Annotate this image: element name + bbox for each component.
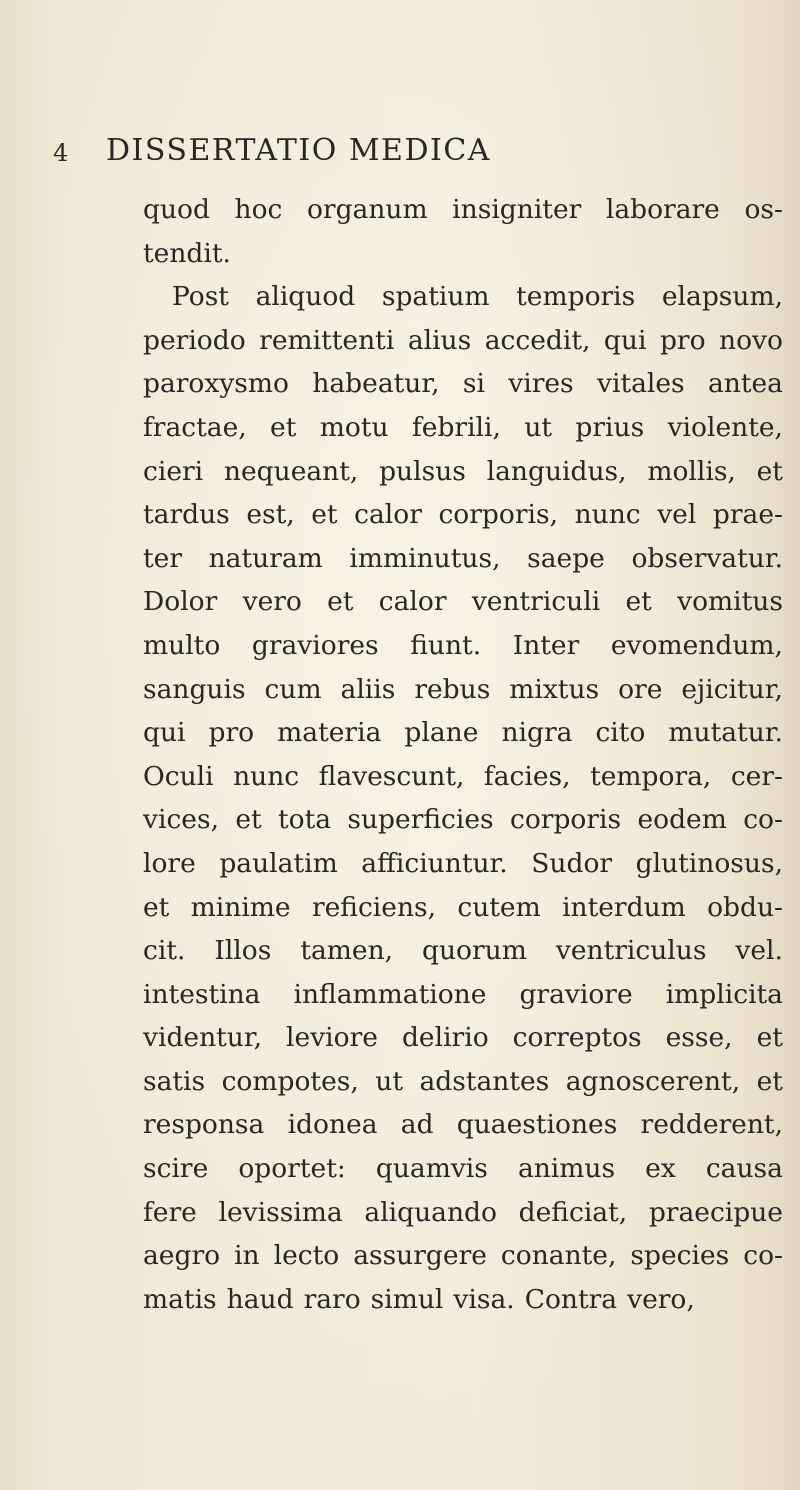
word: elapsum, <box>661 281 783 313</box>
text-line <box>143 668 783 712</box>
word: intestina <box>143 978 261 1010</box>
word: ter <box>143 542 182 574</box>
word: Oculi <box>143 760 214 792</box>
word: lecto <box>273 1240 340 1272</box>
word: pro <box>659 324 706 356</box>
word: species <box>630 1240 730 1272</box>
word: quaestiones <box>456 1109 618 1141</box>
text-line <box>143 537 783 581</box>
word: vel. <box>735 935 783 967</box>
word: habeatur, <box>312 368 440 400</box>
word: calor <box>354 499 422 531</box>
word: laborare <box>605 194 720 225</box>
word: languidus, <box>486 455 627 487</box>
word: flavescunt, <box>318 760 465 792</box>
word: est, <box>246 499 295 531</box>
word: simul <box>370 1283 444 1315</box>
word: remittenti <box>259 324 395 356</box>
text-line <box>143 1103 783 1147</box>
word: naturam <box>208 542 323 574</box>
word: febrili, <box>411 411 501 443</box>
word: ejicitur, <box>681 673 783 705</box>
word: correptos <box>512 1022 642 1054</box>
word: organum <box>306 194 428 225</box>
word: vero <box>242 586 302 618</box>
word: reficiens, <box>311 891 437 923</box>
word: et <box>235 804 262 836</box>
word: nunc <box>233 760 300 792</box>
text-line <box>143 450 783 494</box>
word: cit. <box>143 935 186 967</box>
text-line <box>143 929 783 973</box>
text-line <box>143 1147 783 1191</box>
word: et <box>625 586 652 618</box>
word: satis <box>143 1065 206 1097</box>
text-line <box>143 842 783 886</box>
word: ad <box>400 1109 434 1141</box>
word: minime <box>190 891 291 923</box>
word: tamen, <box>300 935 394 967</box>
text-line <box>143 493 783 537</box>
word: oportet: <box>238 1153 346 1185</box>
word: inflammatione <box>293 978 487 1010</box>
word: evomendum, <box>610 629 783 661</box>
word: saepe <box>527 542 605 574</box>
word: Sudor <box>531 847 613 879</box>
word: afficiuntur. <box>361 847 508 879</box>
word: cito <box>595 717 646 749</box>
text-line <box>143 580 783 624</box>
word: assurgere <box>353 1240 487 1272</box>
text-line <box>143 232 783 276</box>
word: deficiat, <box>518 1196 628 1228</box>
word: vero, <box>627 1283 695 1315</box>
word: levissima <box>218 1196 343 1228</box>
word: cum <box>264 673 322 705</box>
word: prae- <box>712 499 783 531</box>
word: vitales <box>597 368 685 400</box>
word: pro <box>208 717 255 749</box>
word: Contra <box>524 1283 618 1315</box>
word: in <box>234 1240 260 1272</box>
word: vices, <box>143 804 219 836</box>
word: vel <box>657 499 697 531</box>
word: periodo <box>143 324 246 356</box>
word: facies, <box>483 760 571 792</box>
word: esse, <box>665 1022 733 1054</box>
word: qui <box>143 717 186 749</box>
word: cer- <box>730 760 783 792</box>
word: haud <box>226 1283 294 1315</box>
word: aliquando <box>364 1196 497 1228</box>
word: ut <box>375 1065 403 1097</box>
word: corporis, <box>438 499 559 531</box>
word: superficies <box>347 804 494 836</box>
word: causa <box>705 1153 783 1185</box>
word: fere <box>143 1196 197 1228</box>
word: et <box>327 586 354 618</box>
word: ventriculus <box>555 935 707 967</box>
word: agnoscerent, <box>565 1065 741 1097</box>
word: adstantes <box>419 1065 550 1097</box>
word: et <box>143 891 170 923</box>
word: ore <box>618 673 663 705</box>
word: interdum <box>562 891 686 923</box>
word: co- <box>743 804 783 836</box>
word: et <box>311 499 338 531</box>
text-line <box>143 275 783 319</box>
word: pulsus <box>379 455 466 487</box>
text-line <box>143 1016 783 1060</box>
word: alius <box>407 324 472 356</box>
word: rebus <box>414 673 491 705</box>
word: tendit. <box>143 237 231 269</box>
word: vires <box>508 368 574 400</box>
text-line <box>143 973 783 1017</box>
word: aegro <box>143 1240 221 1272</box>
word: lore <box>143 847 196 879</box>
word: mixtus <box>509 673 600 705</box>
page-number: 4 <box>53 139 69 167</box>
word: graviores <box>251 629 379 661</box>
word: leviore <box>286 1022 378 1054</box>
word: redderent, <box>640 1109 783 1141</box>
word: delirio <box>401 1022 489 1054</box>
word: nigra <box>501 717 573 749</box>
word: nequeant, <box>223 455 359 487</box>
word: raro <box>303 1283 361 1315</box>
word: fractae, <box>143 411 247 443</box>
word: graviore <box>519 978 633 1010</box>
word: si <box>462 368 485 400</box>
word: quorum <box>422 935 527 967</box>
word: sanguis <box>143 673 246 705</box>
word: tota <box>278 804 332 836</box>
word: Post <box>172 281 229 313</box>
word: compotes, <box>221 1065 359 1097</box>
word: ut <box>524 411 553 443</box>
word: hoc <box>234 194 283 225</box>
word: quod <box>143 194 210 225</box>
word: calor <box>378 586 447 618</box>
word: et <box>270 411 297 443</box>
word: videntur, <box>143 1022 263 1054</box>
word: accedit, <box>484 324 591 356</box>
word: visa. <box>453 1283 515 1315</box>
word: plane <box>404 717 479 749</box>
word: obdu- <box>707 891 783 923</box>
word: aliis <box>340 673 396 705</box>
text-line <box>143 711 783 755</box>
text-line <box>143 188 783 232</box>
word: et <box>756 455 783 487</box>
running-head: DISSERTATIO MEDICA <box>106 133 491 168</box>
text-line <box>143 319 783 363</box>
word: corporis <box>509 804 622 836</box>
word: materia <box>277 717 382 749</box>
word: aliquod <box>255 281 356 313</box>
text-line <box>143 362 783 406</box>
body-text <box>143 188 783 1321</box>
text-line <box>143 886 783 930</box>
word: responsa <box>143 1109 265 1141</box>
word: os- <box>744 194 783 225</box>
word: ventriculi <box>471 586 601 618</box>
word: insigniter <box>452 194 582 225</box>
word: prius <box>575 411 645 443</box>
word: mutatur. <box>668 717 783 749</box>
word: praecipue <box>648 1196 783 1228</box>
word: paroxysmo <box>143 368 289 400</box>
word: paulatim <box>219 847 338 879</box>
word: observatur. <box>631 542 783 574</box>
word: fiunt. <box>410 629 482 661</box>
word: multo <box>143 629 221 661</box>
text-line <box>143 755 783 799</box>
word: matis <box>143 1283 217 1315</box>
text-line <box>143 624 783 668</box>
word: quamvis <box>375 1153 488 1185</box>
word: tempora, <box>590 760 712 792</box>
word: Inter <box>512 629 580 661</box>
text-line <box>143 1060 783 1104</box>
word: conante, <box>500 1240 617 1272</box>
word: idonea <box>287 1109 378 1141</box>
word: scire <box>143 1153 209 1185</box>
text-line <box>143 406 783 450</box>
word: glutinosus, <box>635 847 783 879</box>
word: temporis <box>516 281 636 313</box>
word: spatium <box>381 281 490 313</box>
word: ex <box>645 1153 676 1185</box>
word: antea <box>707 368 783 400</box>
text-line <box>143 1278 783 1322</box>
word: Illos <box>214 935 272 967</box>
word: eodem <box>637 804 727 836</box>
word: animus <box>517 1153 616 1185</box>
text-line <box>143 798 783 842</box>
word: cutem <box>457 891 541 923</box>
word: cieri <box>143 455 204 487</box>
word: vomitus <box>677 586 783 618</box>
word: violente, <box>667 411 783 443</box>
word: nunc <box>574 499 641 531</box>
word: motu <box>319 411 389 443</box>
text-line <box>143 1234 783 1278</box>
word: et <box>756 1065 783 1097</box>
word: implicita <box>665 978 783 1010</box>
word: novo <box>719 324 783 356</box>
text-line <box>143 1191 783 1235</box>
word: imminutus, <box>349 542 501 574</box>
word: Dolor <box>143 586 218 618</box>
word: co- <box>743 1240 783 1272</box>
word: et <box>756 1022 783 1054</box>
word: qui <box>603 324 647 356</box>
word: tardus <box>143 499 230 531</box>
word: mollis, <box>647 455 736 487</box>
